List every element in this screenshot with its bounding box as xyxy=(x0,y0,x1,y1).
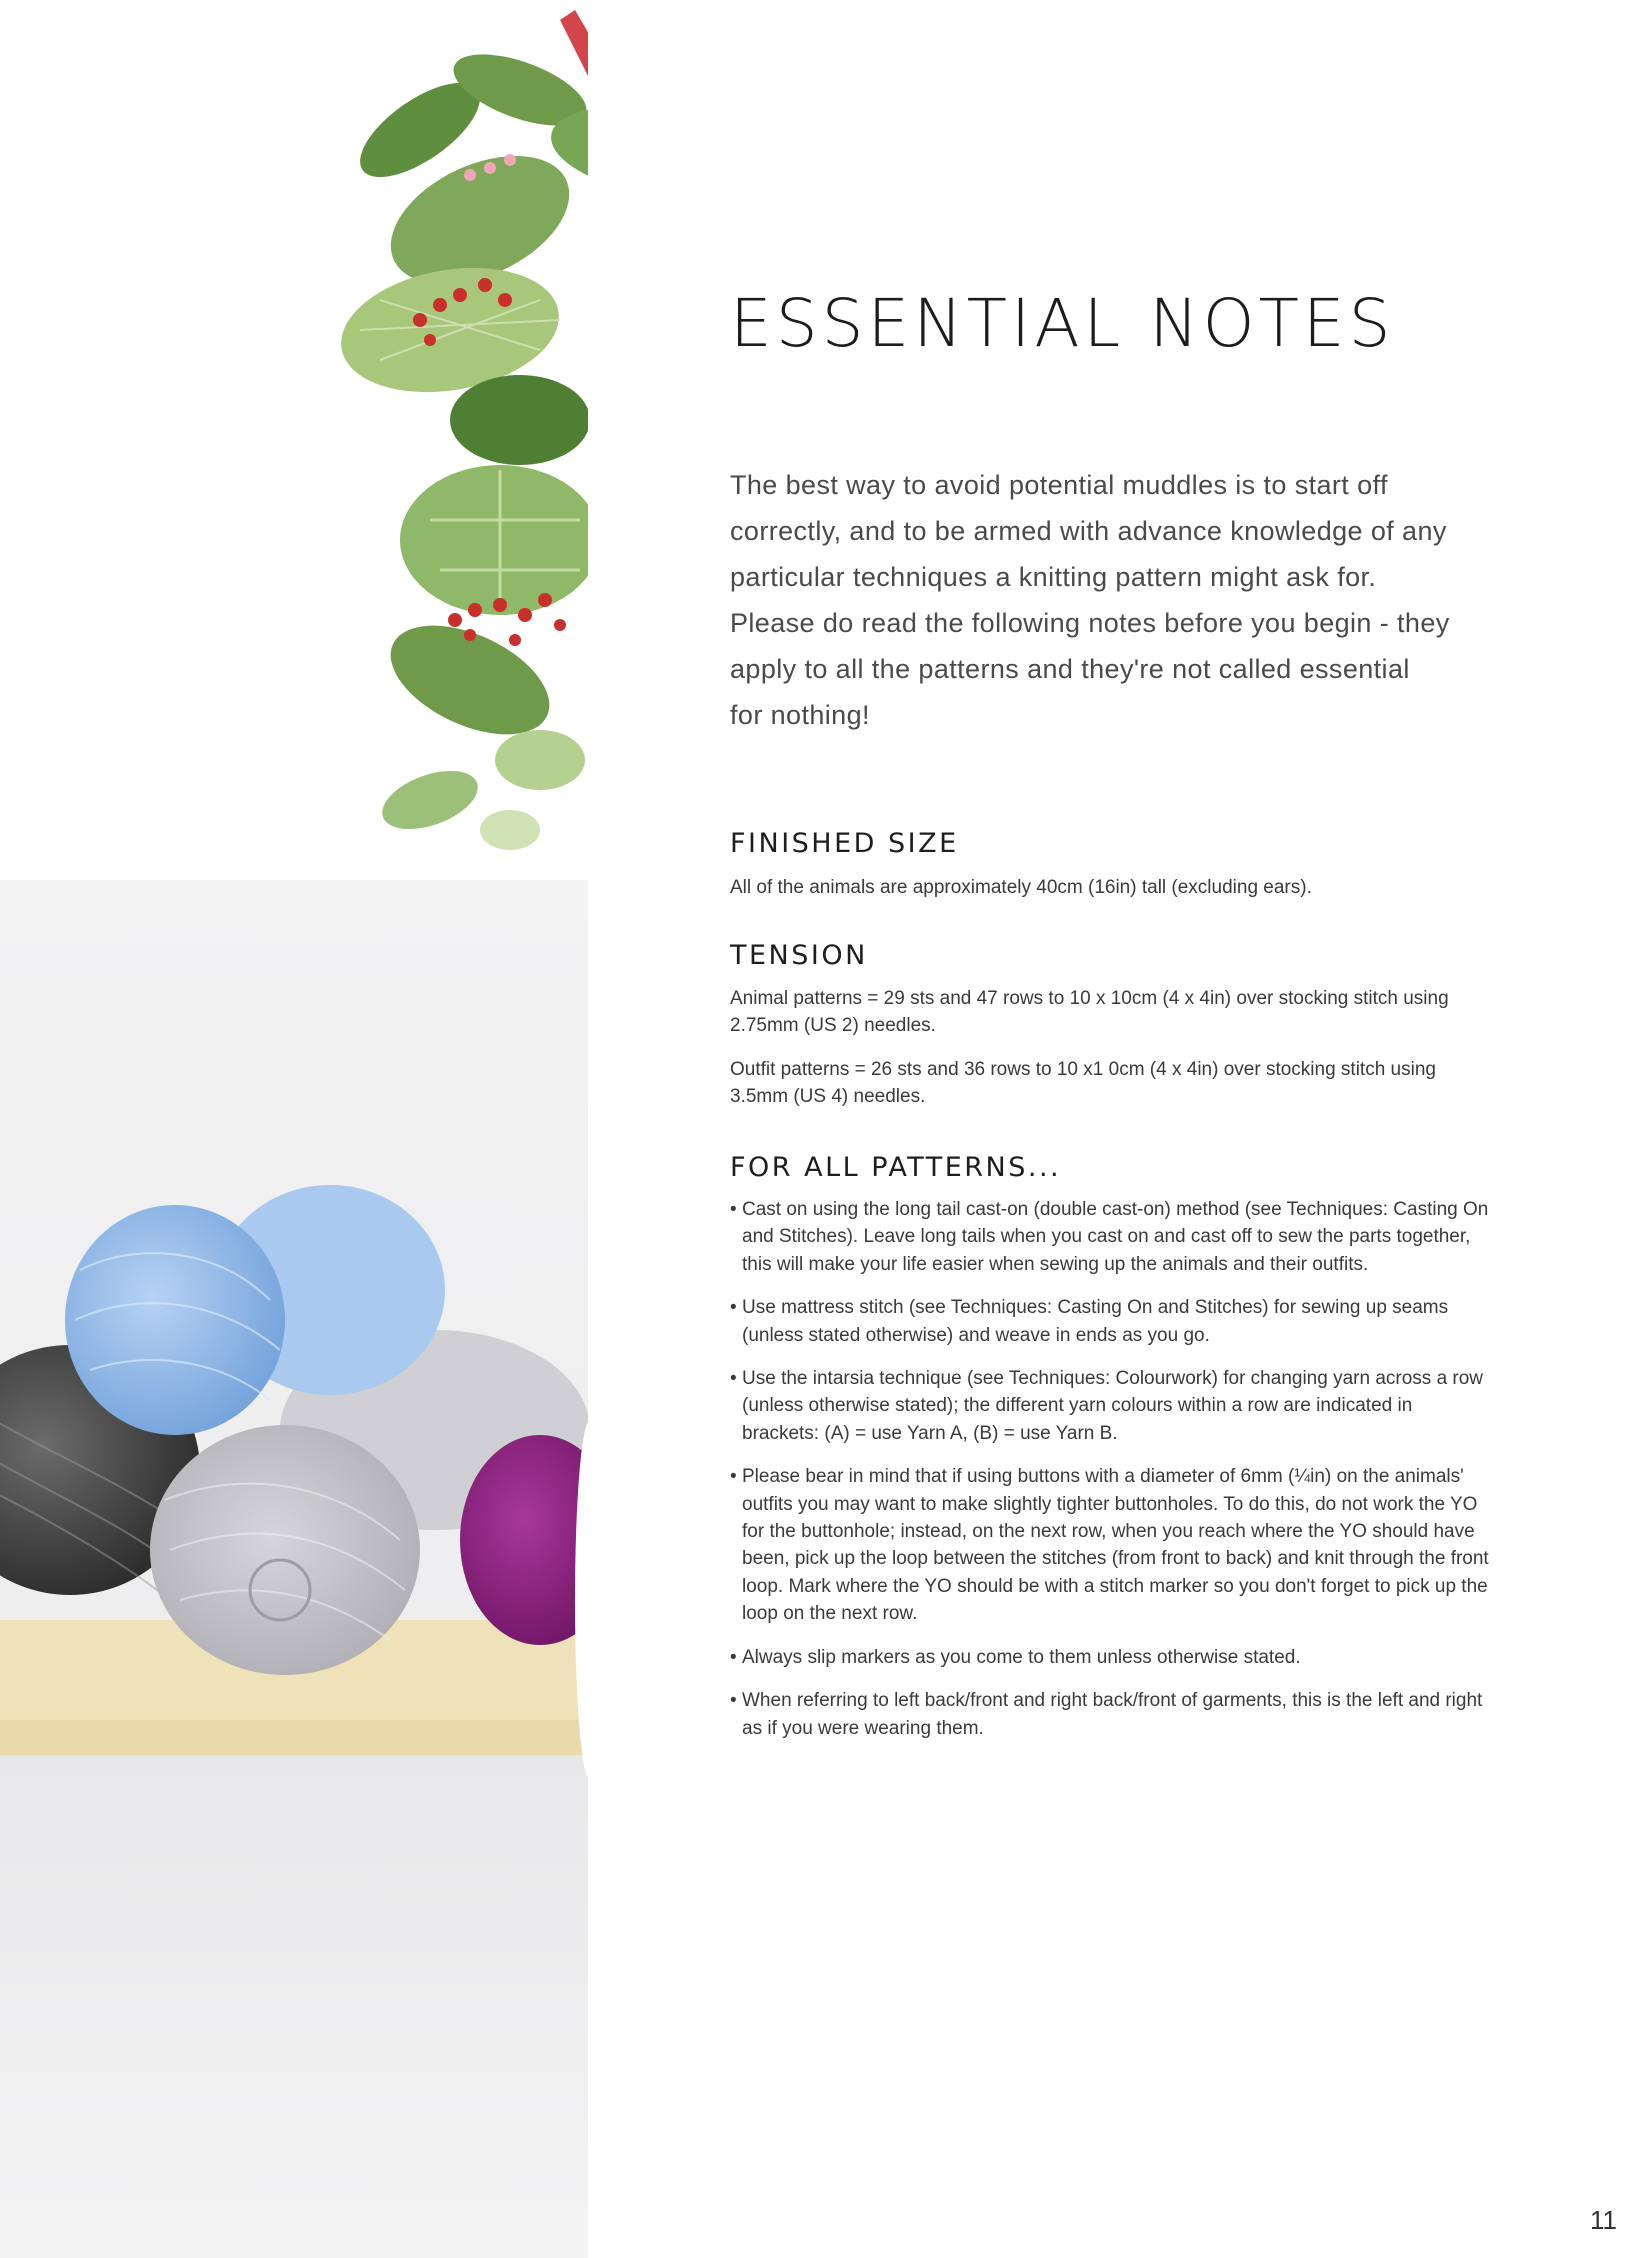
list-item-text: Use the intarsia technique (see Techniques: Colourwork) for changing yarn across a row (unless otherwise stated); the different yarn colours within a row are indicated in brackets: (A) = use Yarn A, (B) = use Yarn B. xyxy=(742,1368,1484,1444)
list-item xyxy=(730,1687,1490,1742)
photo-floor xyxy=(0,1755,588,2258)
bullet-marker: • xyxy=(730,1646,737,1668)
finished-size-text: All of the animals are approximately 40cm (16in) tall (excluding ears). xyxy=(730,877,1312,898)
bullet-marker: • xyxy=(730,1690,737,1712)
for-all-patterns-heading: FOR ALL PATTERNS... xyxy=(730,1152,1062,1183)
illustration-column xyxy=(0,0,590,2258)
list-item xyxy=(730,1196,1490,1278)
leaf xyxy=(495,730,585,790)
list-item xyxy=(730,1644,1490,1671)
yarn-ball-blue xyxy=(65,1205,285,1435)
tension-heading: TENSION xyxy=(730,940,868,971)
list-item-text: Always slip markers as you come to them unless otherwise stated. xyxy=(742,1646,1301,1668)
page-number: 11 xyxy=(1590,2205,1617,2235)
list-item xyxy=(730,1463,1490,1627)
monstera-leaf xyxy=(400,465,590,615)
intro-paragraph: The best way to avoid potential muddles is to start off correctly, and to be armed with advance knowledge of any particular techniques a knitting pattern might ask for. Please do read the following notes before you begin - they apply to all the patterns and they're not called essential for nothing! xyxy=(730,470,1450,730)
bullet-marker: • xyxy=(730,1466,737,1488)
list-item-text: Cast on using the long tail cast-on (double cast-on) method (see Techniques: Casting On and Stitches). Leave long tails when you cast on and cast off to sew the parts together, this will make your life easier when sewing up the animals and their outfits. xyxy=(742,1199,1489,1275)
foliage-group xyxy=(331,0,590,850)
finished-size-heading: FINISHED SIZE xyxy=(730,828,959,859)
monstera-leaf xyxy=(450,375,590,465)
list-item-text: When referring to left back/front and right back/front of garments, this is the left and right as if you were wearing them. xyxy=(742,1690,1483,1739)
list-item xyxy=(730,1365,1490,1447)
yarn-ball-grey xyxy=(150,1425,420,1675)
bullet-marker: • xyxy=(730,1368,737,1390)
list-item xyxy=(730,1294,1490,1349)
bullet-marker: • xyxy=(730,1199,737,1220)
tension-animal-text: Animal patterns = 29 sts and 47 rows to 10 x 10cm (4 x 4in) over stocking stitch using 2.75mm (US 2) needles. xyxy=(730,988,1449,1036)
patterns-bullet-list xyxy=(730,1196,1490,1758)
bullet-marker: • xyxy=(730,1297,737,1319)
list-item-text: Please bear in mind that if using buttons with a diameter of 6mm (¼in) on the animals' outfits you may want to make slightly tighter buttonholes. To do this, do not work the YO for the buttonhole; instead, on the next row, when you reach where the YO should have been, pick up the loop between the stitches (from front to back) and knit through the front loop. Mark where the YO should be with a stitch marker so you don't forget to pick up the loop on the next row. xyxy=(742,1466,1489,1625)
page-title: ESSENTIAL NOTES xyxy=(730,285,1395,362)
list-item-text: Use mattress stitch (see Techniques: Casting On and Stitches) for sewing up seams (unless stated otherwise) and weave in ends as you go. xyxy=(742,1297,1449,1346)
illustration-svg xyxy=(0,0,590,2258)
tension-outfit-text: Outfit patterns = 26 sts and 36 rows to 10 x1 0cm (4 x 4in) over stocking stitch using 3.5mm (US 4) needles. xyxy=(730,1059,1436,1107)
